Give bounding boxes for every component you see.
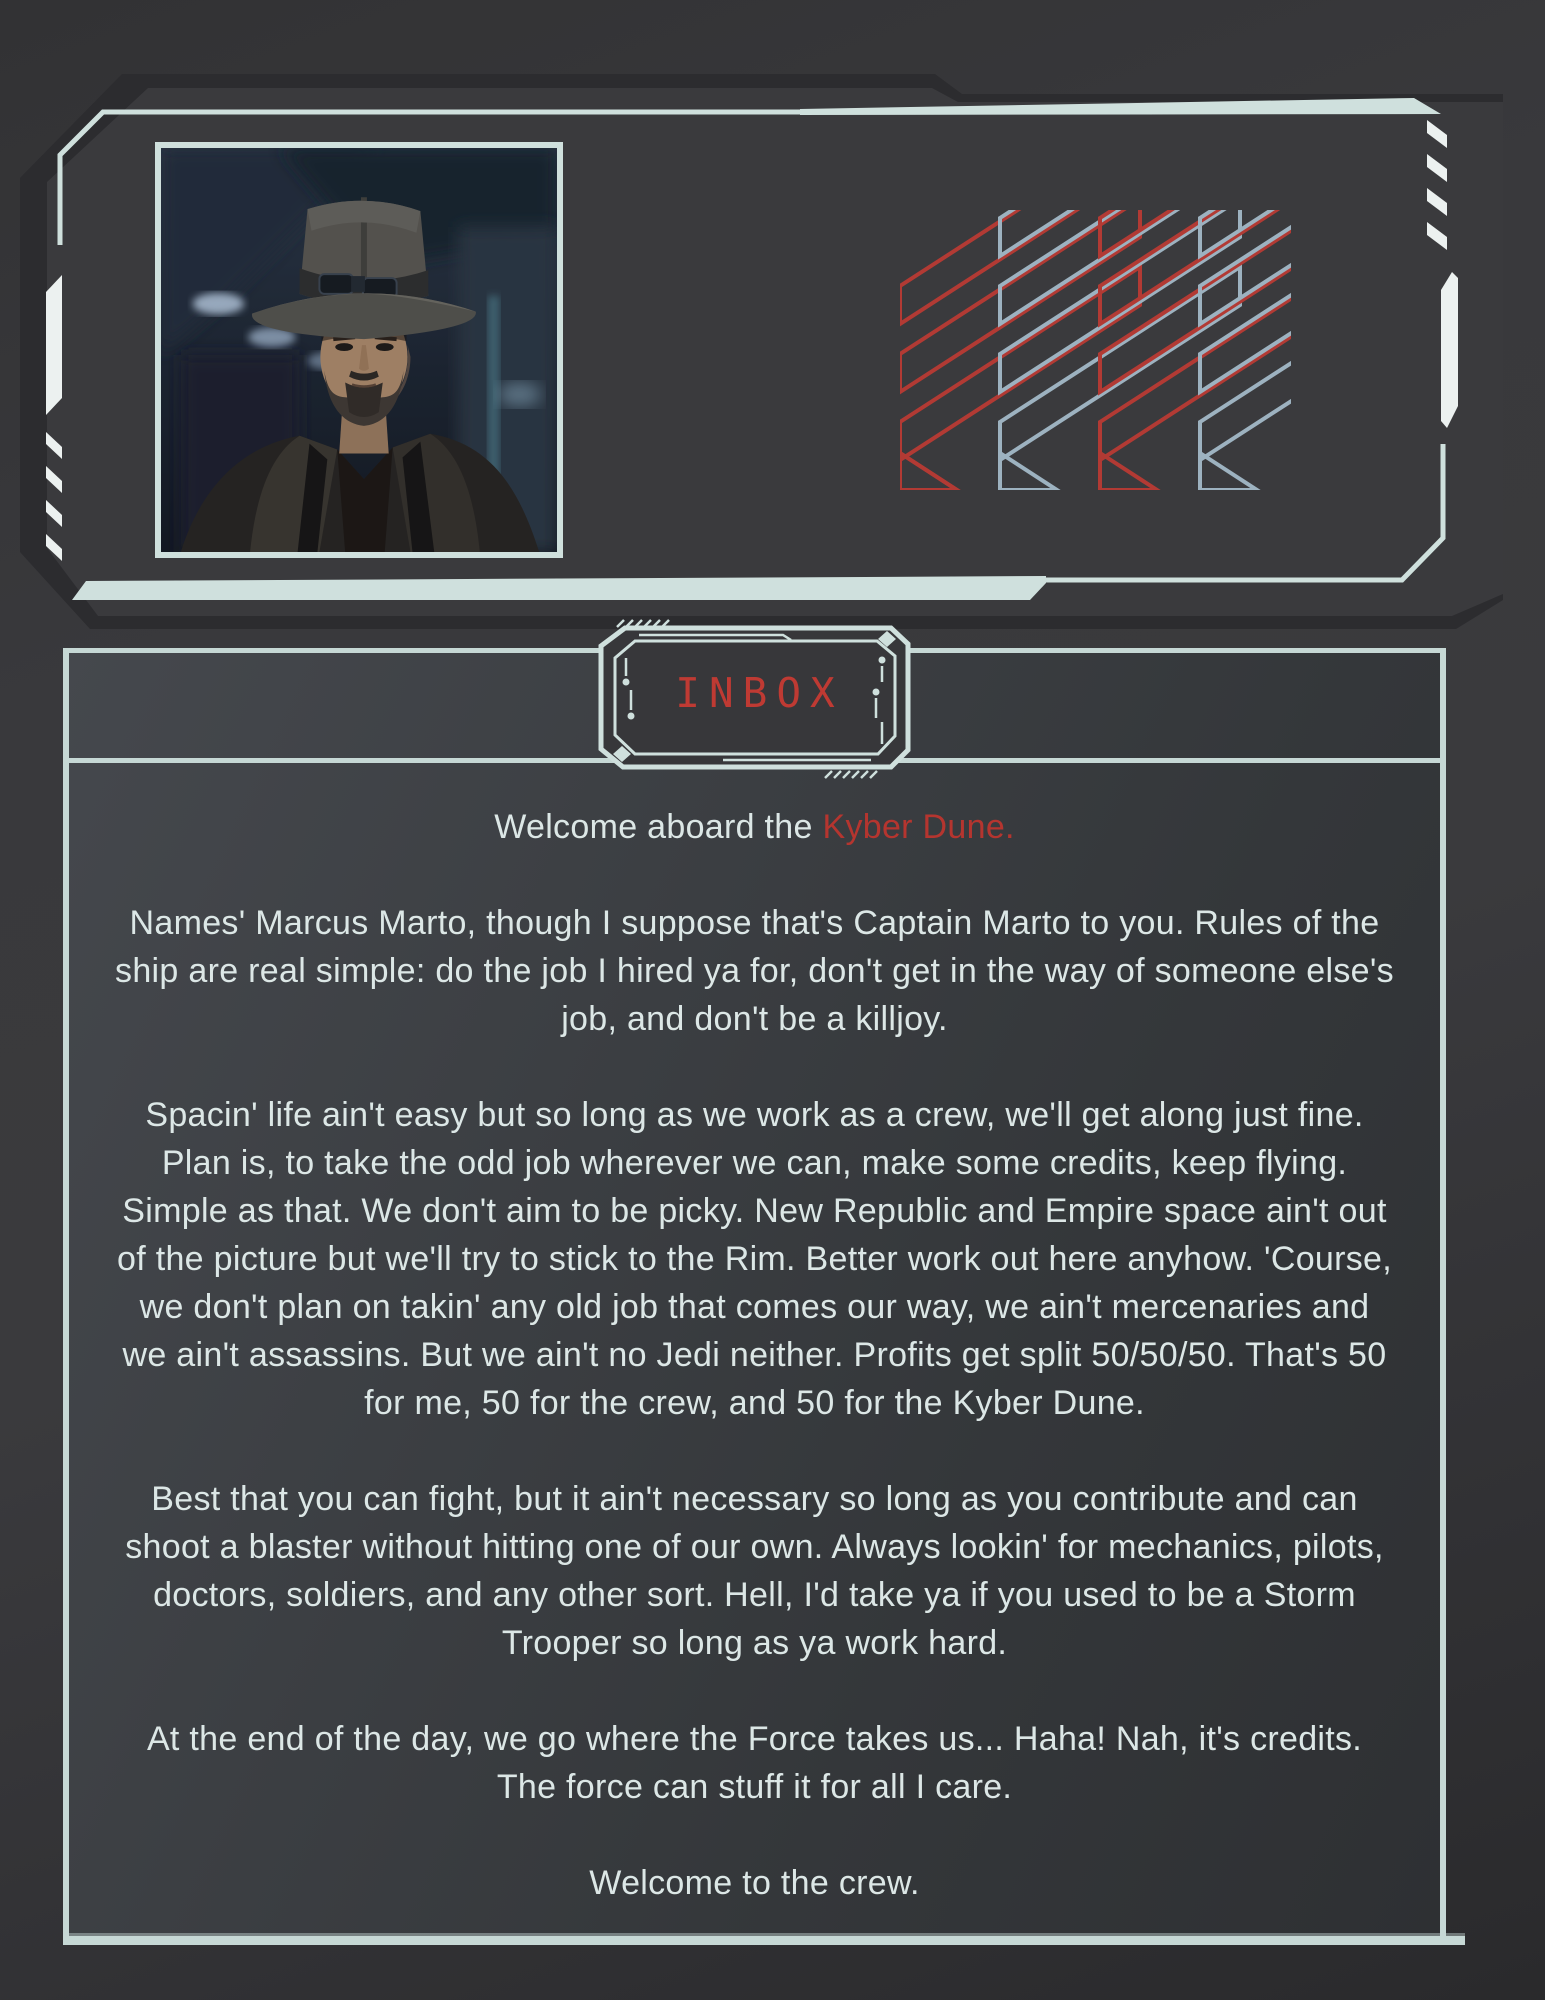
inbox-badge xyxy=(595,618,915,786)
portrait-image xyxy=(155,142,563,558)
welcome-line: Welcome aboard the xyxy=(494,808,823,846)
inbox-title: INBOX xyxy=(675,669,844,717)
message-paragraph: At the end of the day, we go where the Force takes us... Haha! Nah, it's credits. The force can stuff it for all I care. xyxy=(146,1720,1363,1806)
message-text xyxy=(69,763,1440,1955)
left-accent-bar xyxy=(46,275,62,415)
ship-name-highlight: Kyber Dune. xyxy=(822,808,1015,846)
message-paragraph xyxy=(115,803,1394,851)
message-paragraph: Best that you can fight, but it ain't necessary so long as you contribute and can shoot a blaster without hitting one of our own. Always lookin' for mechanics, pilots, doctors, soldiers, and any other sort. Hell, I'd take ya if you used to be a Storm Trooper so long as ya work hard. xyxy=(125,1480,1384,1662)
message-paragraph: Spacin' life ain't easy but so long as we work as a crew, we'll get along just fine. Plan is, to take the odd job wherever we can, make some credits, keep flying. Simple as that. We don't aim to be picky. New Republic and Empire space ain't out of the picture but we'll try to stick to the Rim. Better work out here anyhow. 'Course, we don't plan on takin' any old job that comes our way, we ain't mercenaries and we ain't assassins. But we ain't no Jedi neither. Profits get split 50/50/50. That's 50 for me, 50 for the crew, and 50 for the Kyber Dune. xyxy=(117,1096,1392,1422)
captain-portrait-art xyxy=(161,148,557,552)
message-paragraph: Welcome to the crew. xyxy=(589,1864,920,1902)
message-paragraph: Names' Marcus Marto, though I suppose that's Captain Marto to you. Rules of the ship are real simple: do the job I hired ya for, don't get in the way of someone else's job, and don't be a killjoy. xyxy=(115,904,1394,1038)
diagonal-stripes-logo xyxy=(900,210,1291,490)
right-accent-bar xyxy=(1441,272,1458,428)
